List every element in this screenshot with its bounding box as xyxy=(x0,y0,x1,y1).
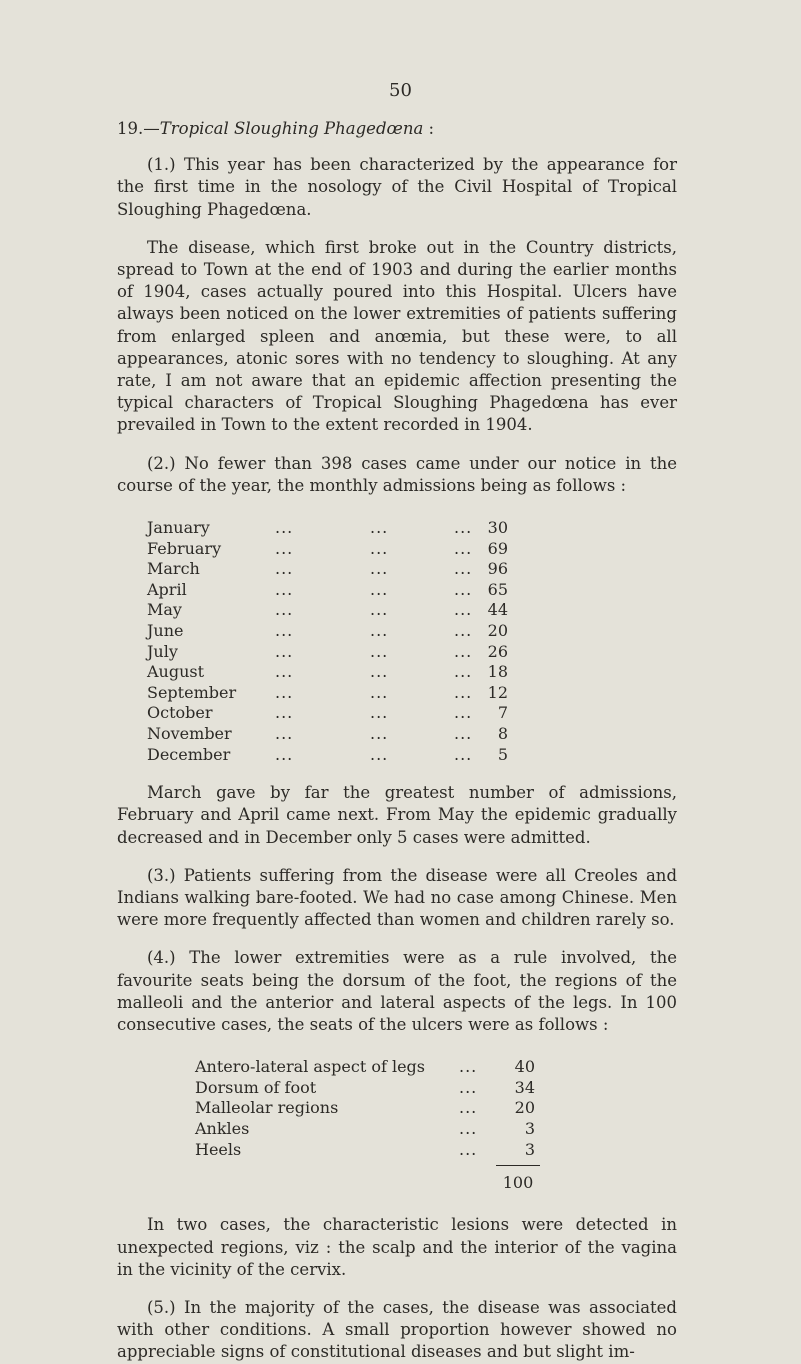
month-row xyxy=(147,661,508,682)
leader-dots: ... xyxy=(370,600,389,620)
leader-dots: ... xyxy=(275,682,294,702)
month-row xyxy=(147,579,508,600)
paragraph-3: (2.) No fewer than 398 cases came under our notice in the course of the year, the monthly admissions being as follows : xyxy=(117,453,677,495)
month-count: 18 xyxy=(487,662,508,682)
month-row xyxy=(147,599,508,620)
leader-dots: ... xyxy=(459,1118,478,1138)
leader-dots: ... xyxy=(454,682,473,702)
section-title: Tropical Sloughing Phagedœna xyxy=(159,119,424,138)
month-row xyxy=(147,641,508,662)
ulcer-sites-table xyxy=(195,1056,535,1159)
leader-dots: ... xyxy=(454,744,473,764)
leader-dots: ... xyxy=(370,703,389,723)
leader-dots: ... xyxy=(370,518,389,538)
site-name: Dorsum of foot xyxy=(195,1077,317,1097)
leader-dots: ... xyxy=(370,744,389,764)
leader-dots: ... xyxy=(370,641,389,661)
leader-dots: ... xyxy=(454,703,473,723)
month-row xyxy=(147,558,508,579)
page-body xyxy=(117,118,677,1364)
leader-dots: ... xyxy=(370,723,389,743)
page-number: 50 xyxy=(389,80,412,101)
month-name: April xyxy=(147,579,187,599)
leader-dots: ... xyxy=(275,538,294,558)
section-heading xyxy=(117,118,677,140)
paragraph-1: (1.) This year has been characterized by the appearance for the first time in the nosology of the Civil Hospital of Tropical Sloughing Phagedœna. xyxy=(117,155,677,219)
month-count: 26 xyxy=(487,641,508,661)
month-count: 5 xyxy=(497,744,508,764)
site-row xyxy=(195,1139,535,1160)
leader-dots: ... xyxy=(275,662,294,682)
leader-dots: ... xyxy=(370,559,389,579)
leader-dots: ... xyxy=(275,744,294,764)
month-count: 7 xyxy=(497,703,508,723)
leader-dots: ... xyxy=(370,662,389,682)
month-row xyxy=(147,702,508,723)
site-count: 3 xyxy=(524,1139,535,1159)
month-row xyxy=(147,517,508,538)
month-name: June xyxy=(147,621,184,641)
month-count: 65 xyxy=(487,579,508,599)
month-name: March xyxy=(147,559,200,579)
month-name: November xyxy=(147,723,232,743)
leader-dots: ... xyxy=(370,579,389,599)
paragraph-7: In two cases, the characteristic lesions were detected in unexpected regions, viz : the scalp and the interior of the vagina in the vicinity of the cervix. xyxy=(117,1215,677,1279)
heading-dash: — xyxy=(143,119,160,138)
site-row xyxy=(195,1077,535,1098)
leader-dots: ... xyxy=(454,621,473,641)
month-row xyxy=(147,620,508,641)
site-name: Antero-lateral aspect of legs xyxy=(195,1057,426,1077)
month-count: 96 xyxy=(487,559,508,579)
month-name: May xyxy=(147,600,182,620)
leader-dots: ... xyxy=(370,682,389,702)
month-count: 30 xyxy=(487,518,508,538)
month-row xyxy=(147,744,508,765)
site-count: 40 xyxy=(514,1057,535,1077)
leader-dots: ... xyxy=(459,1057,478,1077)
paragraph-4: March gave by far the greatest number of admissions, February and April came next. From May the epidemic gradually decreased and in December only 5 cases were admitted. xyxy=(117,783,677,847)
leader-dots: ... xyxy=(454,600,473,620)
leader-dots: ... xyxy=(275,641,294,661)
ulcer-total: 100 xyxy=(502,1173,534,1193)
site-row xyxy=(195,1097,535,1118)
month-row xyxy=(147,723,508,744)
leader-dots: ... xyxy=(454,538,473,558)
leader-dots: ... xyxy=(454,662,473,682)
total-rule xyxy=(496,1165,540,1166)
monthly-admissions-table xyxy=(147,517,508,764)
month-count: 20 xyxy=(487,621,508,641)
leader-dots: ... xyxy=(275,518,294,538)
leader-dots: ... xyxy=(275,559,294,579)
heading-colon: : xyxy=(423,119,435,138)
leader-dots: ... xyxy=(275,621,294,641)
month-name: December xyxy=(147,744,231,764)
leader-dots: ... xyxy=(454,723,473,743)
paragraph-6: (4.) The lower extremities were as a rule involved, the favourite seats being the dorsum of the foot, the regions of the malleoli and the anterior and lateral aspects of the legs. In 100 consecutive cases, the seats of the ulcers were as follows : xyxy=(117,948,677,1034)
paragraph-2: The disease, which first broke out in the Country districts, spread to Town at the end of 1903 and during the earlier months of 1904, cases actually poured into this Hospital. Ulcers have always been noticed on the lower extremities of patients suffering from enlarged spleen and anœmia, but these were, to all appearances, atonic sores with no tendency to sloughing. At any rate, I am not aware that an epidemic affection presenting the typical characters of Tropical Sloughing Phagedœna has ever prevailed in Town to the extent recorded in 1904. xyxy=(117,237,677,435)
paragraph-8: (5.) In the majority of the cases, the disease was associated with other conditions. A small proportion however showed no appreciable signs of constitutional diseases and but slight im- xyxy=(117,1297,677,1362)
month-count: 12 xyxy=(487,682,508,702)
month-name: July xyxy=(147,641,178,661)
leader-dots: ... xyxy=(454,579,473,599)
month-count: 69 xyxy=(487,538,508,558)
site-count: 34 xyxy=(514,1077,535,1097)
site-count: 3 xyxy=(524,1118,535,1138)
month-name: January xyxy=(147,518,210,538)
leader-dots: ... xyxy=(370,621,389,641)
month-row xyxy=(147,682,508,703)
month-count: 8 xyxy=(497,723,508,743)
month-count: 44 xyxy=(487,600,508,620)
leader-dots: ... xyxy=(459,1077,478,1097)
leader-dots: ... xyxy=(275,723,294,743)
paragraph-5: (3.) Patients suffering from the disease were all Creoles and Indians walking bare-footed. We had no case among Chinese. Men were more frequently affected than women and children rarely so. xyxy=(117,865,677,930)
leader-dots: ... xyxy=(459,1139,478,1159)
site-name: Heels xyxy=(195,1139,242,1159)
section-number: 19. xyxy=(117,119,144,138)
site-count: 20 xyxy=(514,1098,535,1118)
leader-dots: ... xyxy=(275,600,294,620)
leader-dots: ... xyxy=(459,1098,478,1118)
site-name: Malleolar regions xyxy=(195,1098,339,1118)
leader-dots: ... xyxy=(275,579,294,599)
month-row xyxy=(147,538,508,559)
leader-dots: ... xyxy=(454,518,473,538)
leader-dots: ... xyxy=(454,559,473,579)
month-name: September xyxy=(147,682,237,702)
month-name: October xyxy=(147,703,213,723)
site-row xyxy=(195,1056,535,1077)
leader-dots: ... xyxy=(454,641,473,661)
site-row xyxy=(195,1118,535,1139)
month-name: February xyxy=(147,538,222,558)
leader-dots: ... xyxy=(370,538,389,558)
leader-dots: ... xyxy=(275,703,294,723)
month-name: August xyxy=(147,662,205,682)
site-name: Ankles xyxy=(195,1118,250,1138)
